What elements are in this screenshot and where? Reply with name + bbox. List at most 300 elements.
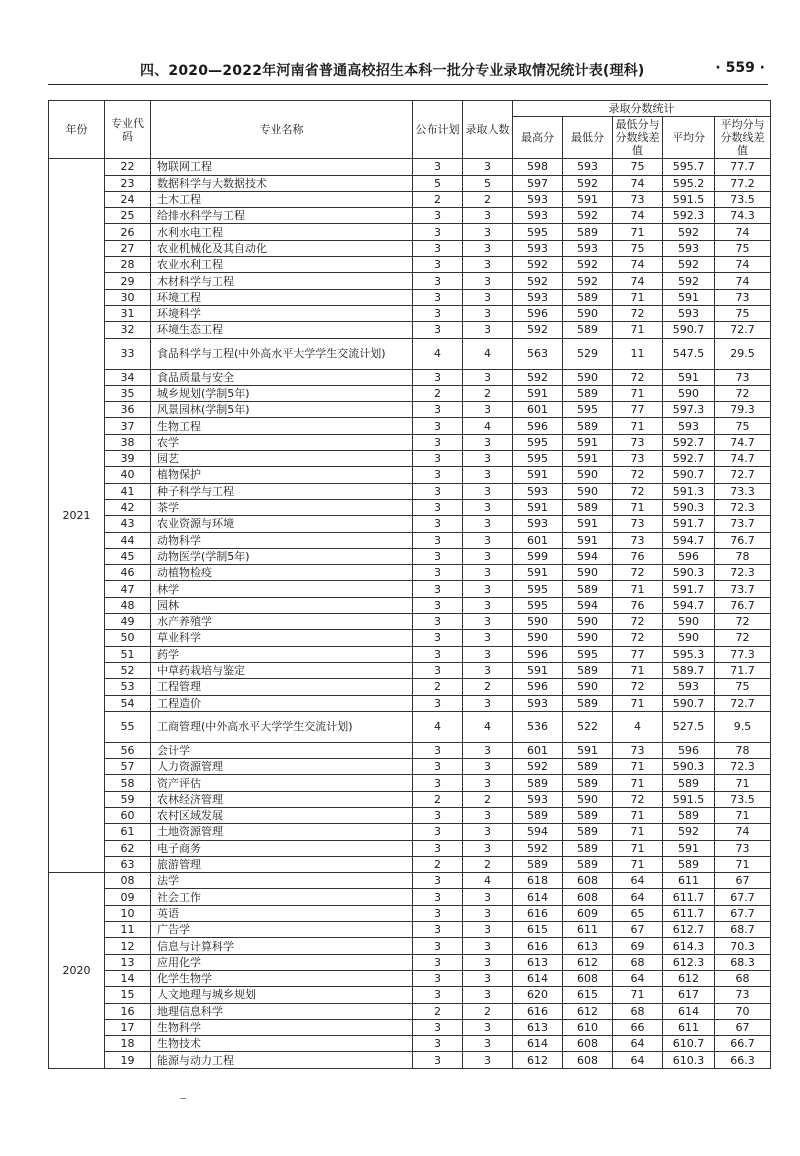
max-cell: 612 — [513, 1052, 563, 1068]
min-cell: 592 — [563, 208, 613, 224]
admitted-cell: 3 — [463, 742, 513, 758]
avg-diff-cell: 70 — [715, 1003, 771, 1019]
name-cell: 物联网工程 — [151, 159, 413, 175]
avg-cell: 610.7 — [663, 1036, 715, 1052]
admitted-cell: 4 — [463, 338, 513, 369]
admitted-cell: 5 — [463, 175, 513, 191]
code-cell: 49 — [105, 614, 151, 630]
avg-cell: 594.7 — [663, 597, 715, 613]
avg-diff-cell: 75 — [715, 679, 771, 695]
min-cell: 590 — [563, 565, 613, 581]
min-cell: 608 — [563, 889, 613, 905]
code-cell: 11 — [105, 922, 151, 938]
code-cell: 37 — [105, 418, 151, 434]
min-diff-cell: 71 — [613, 824, 663, 840]
avg-cell: 590.7 — [663, 695, 715, 711]
avg-diff-cell: 71 — [715, 807, 771, 823]
avg-cell: 590.7 — [663, 322, 715, 338]
table-row — [49, 759, 771, 775]
min-cell: 590 — [563, 679, 613, 695]
avg-cell: 614 — [663, 1003, 715, 1019]
max-cell: 592 — [513, 369, 563, 385]
plan-cell: 3 — [413, 807, 463, 823]
avg-diff-cell: 73.7 — [715, 581, 771, 597]
table-body — [49, 159, 771, 1068]
avg-diff-cell: 74 — [715, 273, 771, 289]
name-cell: 动物医学(学制5年) — [151, 548, 413, 564]
avg-diff-cell: 74.7 — [715, 451, 771, 467]
min-cell: 590 — [563, 467, 613, 483]
col-avg-diff: 平均分与分数线差值 — [715, 117, 771, 159]
plan-cell: 3 — [413, 889, 463, 905]
avg-cell: 612 — [663, 970, 715, 986]
code-cell: 48 — [105, 597, 151, 613]
col-max: 最高分 — [513, 117, 563, 159]
code-cell: 59 — [105, 791, 151, 807]
code-cell: 31 — [105, 305, 151, 321]
code-cell: 50 — [105, 630, 151, 646]
table-row — [49, 630, 771, 646]
admitted-cell: 3 — [463, 516, 513, 532]
plan-cell: 4 — [413, 338, 463, 369]
code-cell: 28 — [105, 257, 151, 273]
table-row — [49, 742, 771, 758]
avg-diff-cell: 76.7 — [715, 532, 771, 548]
admission-stats-table — [48, 100, 771, 1069]
avg-cell: 612.3 — [663, 954, 715, 970]
avg-cell: 590 — [663, 385, 715, 401]
table-row — [49, 467, 771, 483]
avg-diff-cell: 66.3 — [715, 1052, 771, 1068]
avg-cell: 591.5 — [663, 791, 715, 807]
admitted-cell: 3 — [463, 662, 513, 678]
min-diff-cell: 71 — [613, 807, 663, 823]
admitted-cell: 3 — [463, 840, 513, 856]
avg-cell: 595.3 — [663, 646, 715, 662]
max-cell: 618 — [513, 873, 563, 889]
plan-cell: 3 — [413, 483, 463, 499]
name-cell: 生物工程 — [151, 418, 413, 434]
avg-diff-cell: 73.3 — [715, 483, 771, 499]
min-diff-cell: 76 — [613, 548, 663, 564]
min-cell: 589 — [563, 289, 613, 305]
min-cell: 591 — [563, 516, 613, 532]
avg-diff-cell: 9.5 — [715, 711, 771, 742]
max-cell: 595 — [513, 597, 563, 613]
min-diff-cell: 72 — [613, 679, 663, 695]
avg-diff-cell: 74.7 — [715, 434, 771, 450]
name-cell: 工程管理 — [151, 679, 413, 695]
min-cell: 589 — [563, 824, 613, 840]
avg-diff-cell: 77.7 — [715, 159, 771, 175]
min-diff-cell: 72 — [613, 305, 663, 321]
plan-cell: 3 — [413, 840, 463, 856]
min-cell: 589 — [563, 581, 613, 597]
plan-cell: 3 — [413, 467, 463, 483]
admitted-cell: 2 — [463, 791, 513, 807]
avg-cell: 593 — [663, 305, 715, 321]
admitted-cell: 3 — [463, 565, 513, 581]
table-row — [49, 273, 771, 289]
admitted-cell: 3 — [463, 646, 513, 662]
min-cell: 611 — [563, 922, 613, 938]
plan-cell: 2 — [413, 1003, 463, 1019]
min-diff-cell: 73 — [613, 434, 663, 450]
plan-cell: 3 — [413, 451, 463, 467]
table-row — [49, 175, 771, 191]
name-cell: 植物保护 — [151, 467, 413, 483]
name-cell: 电子商务 — [151, 840, 413, 856]
plan-cell: 3 — [413, 824, 463, 840]
min-cell: 594 — [563, 548, 613, 564]
avg-diff-cell: 72.7 — [715, 322, 771, 338]
min-diff-cell: 73 — [613, 742, 663, 758]
name-cell: 环境生态工程 — [151, 322, 413, 338]
avg-diff-cell: 75 — [715, 418, 771, 434]
plan-cell: 3 — [413, 273, 463, 289]
admitted-cell: 3 — [463, 922, 513, 938]
table-row — [49, 338, 771, 369]
avg-diff-cell: 76.7 — [715, 597, 771, 613]
plan-cell: 3 — [413, 1036, 463, 1052]
plan-cell: 3 — [413, 759, 463, 775]
plan-cell: 3 — [413, 646, 463, 662]
code-cell: 46 — [105, 565, 151, 581]
name-cell: 茶学 — [151, 499, 413, 515]
min-diff-cell: 75 — [613, 240, 663, 256]
min-cell: 595 — [563, 646, 613, 662]
max-cell: 614 — [513, 970, 563, 986]
max-cell: 590 — [513, 630, 563, 646]
avg-cell: 596 — [663, 742, 715, 758]
name-cell: 社会工作 — [151, 889, 413, 905]
min-diff-cell: 71 — [613, 581, 663, 597]
max-cell: 614 — [513, 889, 563, 905]
max-cell: 591 — [513, 565, 563, 581]
name-cell: 药学 — [151, 646, 413, 662]
code-cell: 42 — [105, 499, 151, 515]
avg-cell: 590.7 — [663, 467, 715, 483]
code-cell: 33 — [105, 338, 151, 369]
max-cell: 593 — [513, 240, 563, 256]
admitted-cell: 3 — [463, 1036, 513, 1052]
max-cell: 593 — [513, 289, 563, 305]
max-cell: 616 — [513, 938, 563, 954]
avg-diff-cell: 71 — [715, 775, 771, 791]
min-diff-cell: 73 — [613, 191, 663, 207]
plan-cell: 2 — [413, 791, 463, 807]
admitted-cell: 3 — [463, 581, 513, 597]
max-cell: 613 — [513, 1019, 563, 1035]
max-cell: 595 — [513, 224, 563, 240]
admitted-cell: 3 — [463, 224, 513, 240]
table-row — [49, 224, 771, 240]
avg-diff-cell: 70.3 — [715, 938, 771, 954]
min-diff-cell: 72 — [613, 483, 663, 499]
avg-cell: 591 — [663, 840, 715, 856]
avg-diff-cell: 73 — [715, 369, 771, 385]
avg-cell: 592 — [663, 257, 715, 273]
name-cell: 水产养殖学 — [151, 614, 413, 630]
code-cell: 30 — [105, 289, 151, 305]
admitted-cell: 3 — [463, 905, 513, 921]
avg-diff-cell: 72 — [715, 385, 771, 401]
min-diff-cell: 64 — [613, 970, 663, 986]
code-cell: 17 — [105, 1019, 151, 1035]
avg-diff-cell: 73.7 — [715, 516, 771, 532]
table-row — [49, 1019, 771, 1035]
admitted-cell: 3 — [463, 824, 513, 840]
min-cell: 589 — [563, 695, 613, 711]
name-cell: 食品质量与安全 — [151, 369, 413, 385]
header-rule — [48, 84, 768, 85]
min-diff-cell: 72 — [613, 369, 663, 385]
admitted-cell: 3 — [463, 434, 513, 450]
plan-cell: 3 — [413, 257, 463, 273]
min-diff-cell: 71 — [613, 499, 663, 515]
avg-cell: 596 — [663, 548, 715, 564]
avg-diff-cell: 67 — [715, 1019, 771, 1035]
plan-cell: 3 — [413, 240, 463, 256]
max-cell: 589 — [513, 856, 563, 872]
max-cell: 590 — [513, 614, 563, 630]
col-min: 最低分 — [563, 117, 613, 159]
table-row — [49, 824, 771, 840]
table-row — [49, 889, 771, 905]
max-cell: 595 — [513, 434, 563, 450]
min-cell: 589 — [563, 662, 613, 678]
plan-cell: 3 — [413, 970, 463, 986]
avg-cell: 592 — [663, 824, 715, 840]
min-diff-cell: 64 — [613, 873, 663, 889]
avg-diff-cell: 75 — [715, 305, 771, 321]
code-cell: 44 — [105, 532, 151, 548]
table-row — [49, 987, 771, 1003]
code-cell: 08 — [105, 873, 151, 889]
table-row — [49, 791, 771, 807]
max-cell: 563 — [513, 338, 563, 369]
col-year: 年份 — [49, 101, 105, 159]
name-cell: 水利水电工程 — [151, 224, 413, 240]
plan-cell: 3 — [413, 418, 463, 434]
name-cell: 土木工程 — [151, 191, 413, 207]
min-cell: 594 — [563, 597, 613, 613]
avg-diff-cell: 66.7 — [715, 1036, 771, 1052]
name-cell: 动植物检疫 — [151, 565, 413, 581]
max-cell: 593 — [513, 791, 563, 807]
table-row — [49, 240, 771, 256]
avg-cell: 595.2 — [663, 175, 715, 191]
avg-cell: 597.3 — [663, 402, 715, 418]
avg-cell: 591.3 — [663, 483, 715, 499]
name-cell: 人力资源管理 — [151, 759, 413, 775]
max-cell: 592 — [513, 759, 563, 775]
avg-cell: 547.5 — [663, 338, 715, 369]
min-cell: 592 — [563, 175, 613, 191]
max-cell: 596 — [513, 646, 563, 662]
code-cell: 56 — [105, 742, 151, 758]
min-diff-cell: 71 — [613, 385, 663, 401]
name-cell: 生物技术 — [151, 1036, 413, 1052]
max-cell: 589 — [513, 775, 563, 791]
plan-cell: 3 — [413, 938, 463, 954]
table-row — [49, 483, 771, 499]
name-cell: 园林 — [151, 597, 413, 613]
min-diff-cell: 71 — [613, 759, 663, 775]
plan-cell: 3 — [413, 532, 463, 548]
plan-cell: 3 — [413, 597, 463, 613]
plan-cell: 3 — [413, 1019, 463, 1035]
max-cell: 594 — [513, 824, 563, 840]
min-diff-cell: 74 — [613, 273, 663, 289]
min-diff-cell: 65 — [613, 905, 663, 921]
name-cell: 地理信息科学 — [151, 1003, 413, 1019]
max-cell: 598 — [513, 159, 563, 175]
admitted-cell: 3 — [463, 499, 513, 515]
code-cell: 12 — [105, 938, 151, 954]
min-diff-cell: 68 — [613, 954, 663, 970]
admitted-cell: 3 — [463, 369, 513, 385]
code-cell: 32 — [105, 322, 151, 338]
table-row — [49, 369, 771, 385]
admitted-cell: 3 — [463, 954, 513, 970]
min-diff-cell: 72 — [613, 565, 663, 581]
min-cell: 595 — [563, 402, 613, 418]
plan-cell: 3 — [413, 1052, 463, 1068]
table-row — [49, 516, 771, 532]
name-cell: 环境工程 — [151, 289, 413, 305]
min-cell: 608 — [563, 1052, 613, 1068]
table-row — [49, 1052, 771, 1068]
table-row — [49, 385, 771, 401]
table-row — [49, 159, 771, 175]
min-cell: 589 — [563, 385, 613, 401]
name-cell: 法学 — [151, 873, 413, 889]
min-diff-cell: 71 — [613, 856, 663, 872]
admitted-cell: 3 — [463, 548, 513, 564]
avg-diff-cell: 77.2 — [715, 175, 771, 191]
avg-cell: 614.3 — [663, 938, 715, 954]
name-cell: 生物科学 — [151, 1019, 413, 1035]
code-cell: 58 — [105, 775, 151, 791]
avg-cell: 591.5 — [663, 191, 715, 207]
max-cell: 595 — [513, 451, 563, 467]
avg-cell: 589.7 — [663, 662, 715, 678]
name-cell: 环境科学 — [151, 305, 413, 321]
code-cell: 40 — [105, 467, 151, 483]
avg-diff-cell: 72.7 — [715, 467, 771, 483]
avg-cell: 592.7 — [663, 451, 715, 467]
avg-cell: 591.7 — [663, 516, 715, 532]
table-row — [49, 418, 771, 434]
avg-diff-cell: 72.3 — [715, 759, 771, 775]
plan-cell: 3 — [413, 695, 463, 711]
table-row — [49, 402, 771, 418]
code-cell: 36 — [105, 402, 151, 418]
year-cell: 2020 — [49, 873, 105, 1069]
plan-cell: 3 — [413, 402, 463, 418]
admitted-cell: 3 — [463, 630, 513, 646]
code-cell: 24 — [105, 191, 151, 207]
avg-cell: 592.7 — [663, 434, 715, 450]
table-row — [49, 905, 771, 921]
min-diff-cell: 71 — [613, 418, 663, 434]
min-cell: 608 — [563, 970, 613, 986]
admitted-cell: 2 — [463, 191, 513, 207]
admitted-cell: 3 — [463, 970, 513, 986]
name-cell: 风景园林(学制5年) — [151, 402, 413, 418]
admitted-cell: 3 — [463, 532, 513, 548]
min-diff-cell: 66 — [613, 1019, 663, 1035]
min-diff-cell: 71 — [613, 662, 663, 678]
plan-cell: 4 — [413, 711, 463, 742]
code-cell: 41 — [105, 483, 151, 499]
name-cell: 给排水科学与工程 — [151, 208, 413, 224]
max-cell: 593 — [513, 516, 563, 532]
min-diff-cell: 74 — [613, 208, 663, 224]
min-diff-cell: 4 — [613, 711, 663, 742]
min-cell: 593 — [563, 240, 613, 256]
min-cell: 613 — [563, 938, 613, 954]
max-cell: 613 — [513, 954, 563, 970]
min-diff-cell: 73 — [613, 532, 663, 548]
avg-cell: 592.3 — [663, 208, 715, 224]
avg-cell: 590 — [663, 614, 715, 630]
max-cell: 591 — [513, 467, 563, 483]
avg-diff-cell: 73 — [715, 987, 771, 1003]
name-cell: 农业水利工程 — [151, 257, 413, 273]
max-cell: 591 — [513, 499, 563, 515]
min-cell: 593 — [563, 159, 613, 175]
page-header — [60, 58, 765, 82]
max-cell: 620 — [513, 987, 563, 1003]
min-cell: 590 — [563, 305, 613, 321]
plan-cell: 3 — [413, 954, 463, 970]
plan-cell: 2 — [413, 191, 463, 207]
admitted-cell: 3 — [463, 938, 513, 954]
code-cell: 63 — [105, 856, 151, 872]
admitted-cell: 2 — [463, 679, 513, 695]
code-cell: 55 — [105, 711, 151, 742]
code-cell: 26 — [105, 224, 151, 240]
min-cell: 589 — [563, 322, 613, 338]
plan-cell: 5 — [413, 175, 463, 191]
avg-cell: 612.7 — [663, 922, 715, 938]
name-cell: 资产评估 — [151, 775, 413, 791]
min-diff-cell: 64 — [613, 1036, 663, 1052]
table-row — [49, 581, 771, 597]
plan-cell: 3 — [413, 581, 463, 597]
plan-cell: 2 — [413, 385, 463, 401]
admitted-cell: 4 — [463, 418, 513, 434]
name-cell: 农村区域发展 — [151, 807, 413, 823]
table-row — [49, 775, 771, 791]
min-cell: 612 — [563, 1003, 613, 1019]
min-cell: 609 — [563, 905, 613, 921]
avg-diff-cell: 72.7 — [715, 695, 771, 711]
min-diff-cell: 64 — [613, 889, 663, 905]
min-cell: 592 — [563, 257, 613, 273]
table-row — [49, 434, 771, 450]
col-score-stats: 录取分数统计 — [513, 101, 771, 117]
table-row — [49, 597, 771, 613]
name-cell: 食品科学与工程(中外高水平大学学生交流计划) — [151, 338, 413, 369]
table-row — [49, 499, 771, 515]
avg-diff-cell: 71.7 — [715, 662, 771, 678]
min-diff-cell: 11 — [613, 338, 663, 369]
table-row — [49, 305, 771, 321]
table-row — [49, 646, 771, 662]
